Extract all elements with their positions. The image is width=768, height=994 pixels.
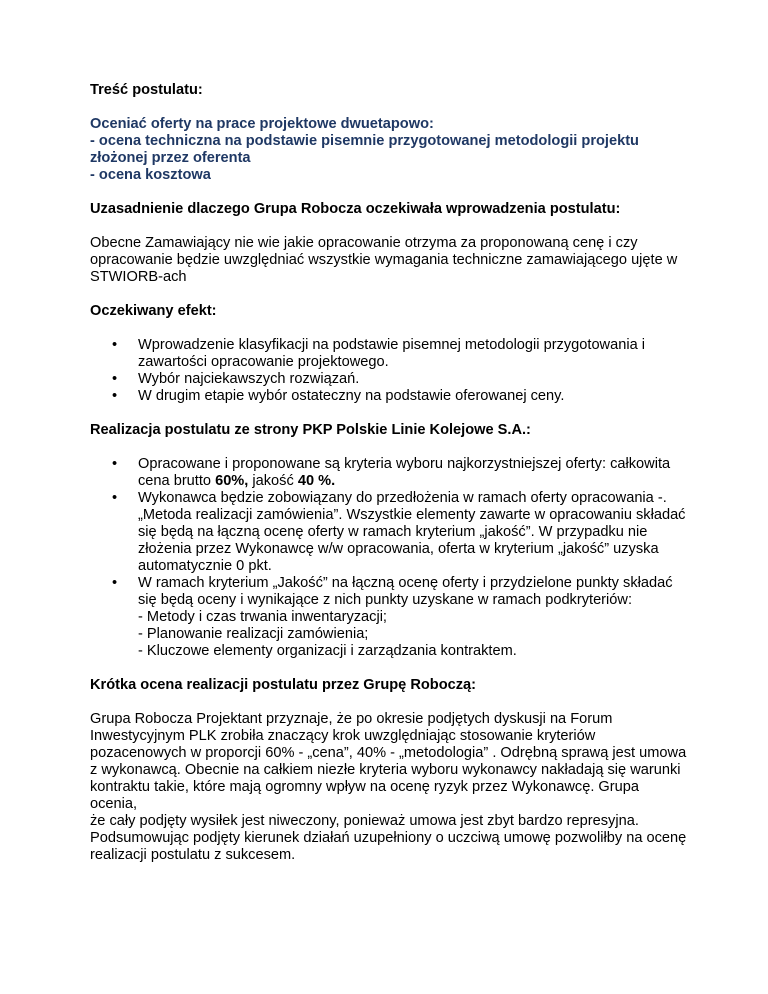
bullet-icon: • xyxy=(112,371,118,387)
text-span: cena brutto xyxy=(138,473,216,489)
quality-weight: 40 %. xyxy=(297,473,336,489)
heading-expected-effect: Oczekiwany efekt: xyxy=(90,303,217,319)
heading-justification: Uzasadnienie dlaczego Grupa Robocza oczekiwała wprowadzenia postulatu: xyxy=(90,201,621,217)
bullet-icon: • xyxy=(112,575,118,591)
postulate-line: złożonej przez oferenta xyxy=(90,150,251,166)
list-item-line: W drugim etapie wybór ostateczny na podstawie oferowanej ceny. xyxy=(138,388,565,404)
list-item xyxy=(90,371,690,388)
list-item-line: - Metody i czas trwania inwentaryzacji; xyxy=(138,609,387,625)
implementation-list xyxy=(90,456,690,660)
justification-line: STWIORB-ach xyxy=(90,269,187,285)
assessment-line: Podsumowując podjęty kierunek działań uzupełniony o uczciwą umowę pozwoliłby na ocenę xyxy=(90,830,687,846)
list-item-line: się będą oceny i wynikające z nich punkty uzyskane w ramach podkryteriów: xyxy=(138,592,632,608)
heading-implementation: Realizacja postulatu ze strony PKP Polskie Linie Kolejowe S.A.: xyxy=(90,422,531,438)
postulate-line: - ocena kosztowa xyxy=(90,167,211,183)
assessment-line: kontraktu takie, które mają ogromny wpływ na ocenę ryzyk przez Wykonawcę. Grupa ocenia, xyxy=(90,779,639,812)
bullet-icon: • xyxy=(112,456,118,472)
list-item-line: „Metoda realizacji zamówienia”. Wszystkie elementy zawarte w opracowaniu składać xyxy=(138,507,686,523)
list-item xyxy=(90,575,690,660)
document-page xyxy=(90,82,690,864)
list-item-line: złożenia przez Wykonawcę w/w opracowania, oferta w kryterium „jakość” uzyska xyxy=(138,541,659,557)
list-item-line: się będą na łączną ocenę oferty w ramach kryterium „jakość”. W przypadku nie xyxy=(138,524,648,540)
list-item xyxy=(90,456,690,490)
list-item-line: - Kluczowe elementy organizacji i zarządzania kontraktem. xyxy=(138,643,517,659)
assessment-line: z wykonawcą. Obecnie na całkiem niezłe kryteria wyboru wykonawcy nakładają się warunki xyxy=(90,762,681,778)
bullet-icon: • xyxy=(112,337,118,353)
assessment-line: że cały podjęty wysiłek jest niweczony, ponieważ umowa jest zbyt bardzo represyjna. xyxy=(90,813,639,829)
assessment-line: Inwestycyjnym PLK zrobiła znaczący krok uwzględniając stosowanie kryteriów xyxy=(90,728,596,744)
price-weight: 60%, xyxy=(215,473,249,489)
assessment-line: Grupa Robocza Projektant przyznaje, że po okresie podjętych dyskusji na Forum xyxy=(90,711,613,727)
postulate-text xyxy=(90,116,690,184)
heading-postulate-content: Treść postulatu: xyxy=(90,82,203,98)
list-item-line xyxy=(138,473,690,490)
list-item-line: Opracowane i proponowane są kryteria wyboru najkorzystniejszej oferty: całkowita xyxy=(138,456,671,472)
postulate-line: Oceniać oferty na prace projektowe dwuetapowo: xyxy=(90,116,434,132)
list-item xyxy=(90,490,690,575)
justification-line: opracowanie będzie uwzględniać wszystkie wymagania techniczne zamawiającego ujęte w xyxy=(90,252,678,268)
assessment-line: pozacenowych w proporcji 60% - „cena”, 40% - „metodologia” . Odrębną sprawą jest umowa xyxy=(90,745,687,761)
list-item-line: automatycznie 0 pkt. xyxy=(138,558,272,574)
text-span: jakość xyxy=(248,473,298,489)
list-item-line: - Planowanie realizacji zamówienia; xyxy=(138,626,369,642)
list-item-line: W ramach kryterium „Jakość” na łączną ocenę oferty i przydzielone punkty składać xyxy=(138,575,673,591)
list-item xyxy=(90,388,690,405)
bullet-icon: • xyxy=(112,388,118,404)
expected-effect-list xyxy=(90,337,690,405)
assessment-text xyxy=(90,711,690,864)
postulate-line: - ocena techniczna na podstawie pisemnie przygotowanej metodologii projektu xyxy=(90,133,639,149)
assessment-line: realizacji postulatu z sukcesem. xyxy=(90,847,296,863)
justification-text xyxy=(90,235,690,286)
bullet-icon: • xyxy=(112,490,118,506)
justification-line: Obecne Zamawiający nie wie jakie opracowanie otrzyma za proponowaną cenę i czy xyxy=(90,235,638,251)
heading-short-assessment: Krótka ocena realizacji postulatu przez Grupę Roboczą: xyxy=(90,677,477,693)
list-item-line: Wprowadzenie klasyfikacji na podstawie pisemnej metodologii przygotowania i xyxy=(138,337,645,353)
list-item-line: Wykonawca będzie zobowiązany do przedłożenia w ramach oferty opracowania -. xyxy=(138,490,667,506)
list-item xyxy=(90,337,690,371)
list-item-line: Wybór najciekawszych rozwiązań. xyxy=(138,371,360,387)
list-item-line: zawartości opracowanie projektowego. xyxy=(138,354,389,370)
